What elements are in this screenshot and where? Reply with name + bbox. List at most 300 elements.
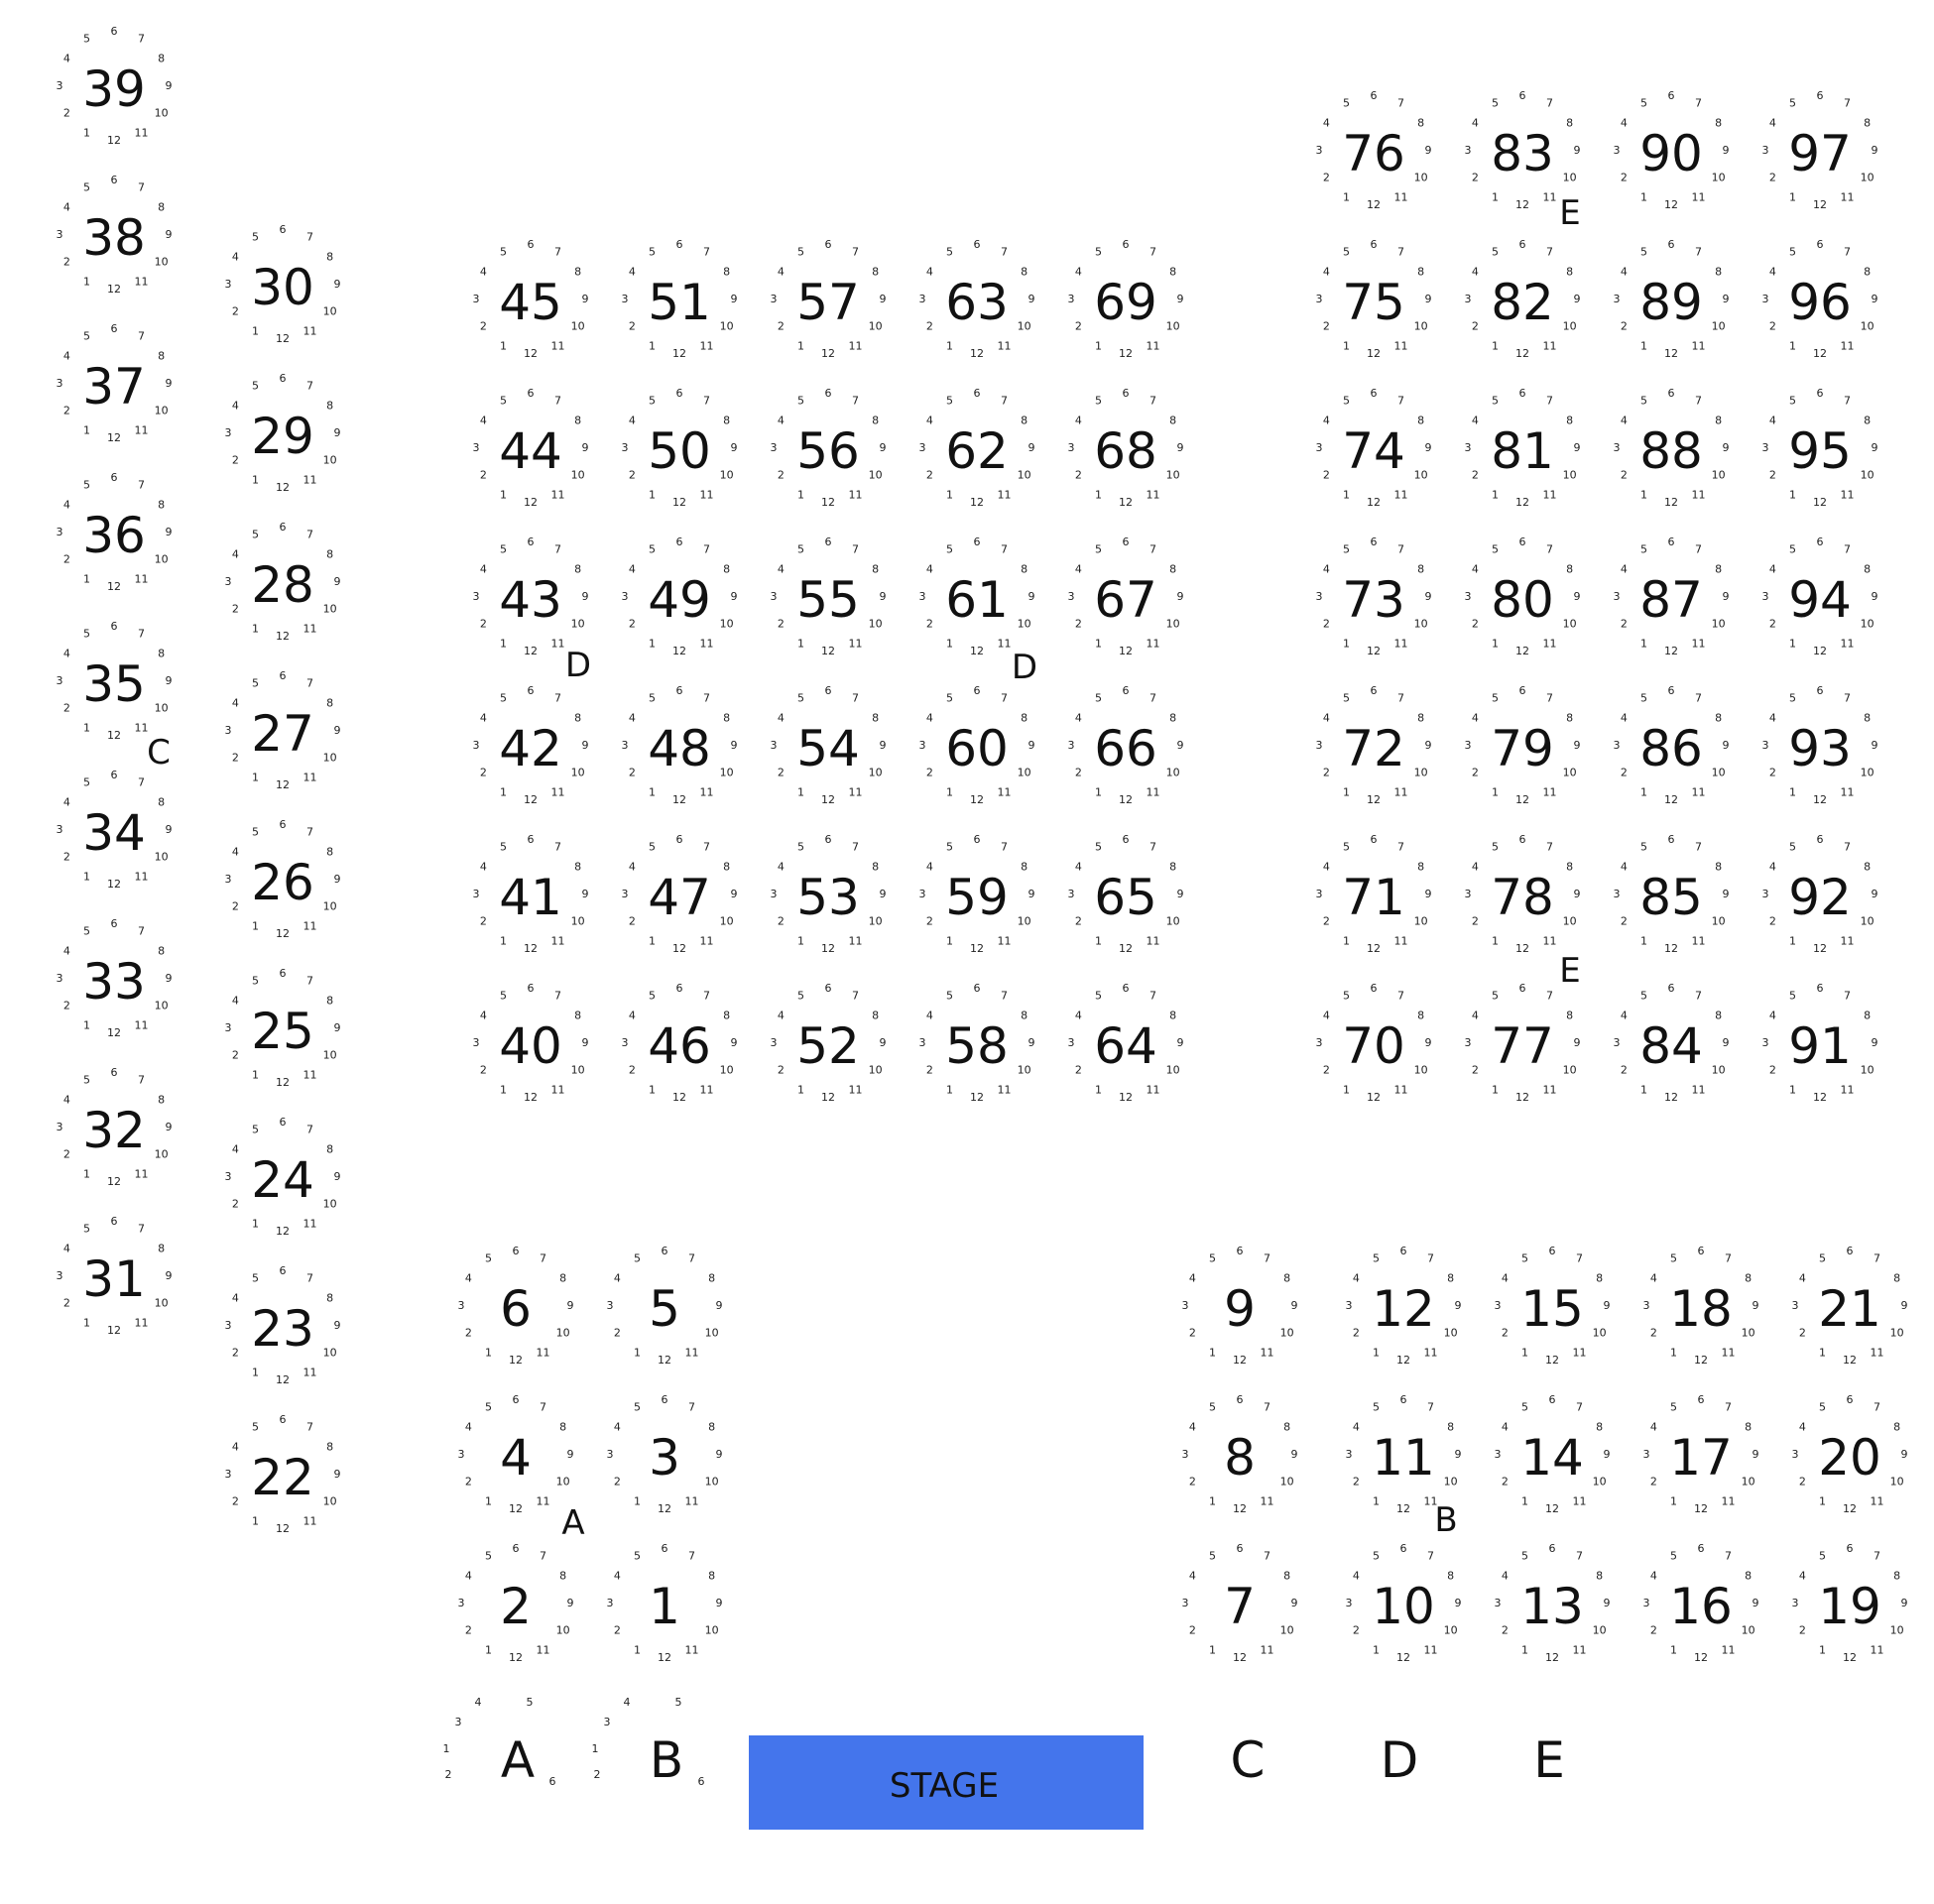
seat-number: 2	[1322, 171, 1330, 184]
seat-number: 4	[231, 1440, 239, 1454]
seat-number: 9	[1722, 590, 1730, 603]
seat-number: 5	[1209, 1251, 1216, 1265]
table-29[interactable]	[225, 372, 341, 494]
seat-number: 11	[1691, 339, 1706, 353]
seat-number: 7	[138, 1222, 145, 1236]
seat-number: 5	[252, 1271, 259, 1285]
seat-number: 4	[777, 860, 785, 874]
seat-number: 9	[333, 1468, 341, 1481]
table-55[interactable]	[771, 536, 887, 657]
seat-number: 4	[1471, 265, 1479, 279]
seat-number: 6	[1236, 1245, 1244, 1257]
table-97[interactable]	[1762, 89, 1878, 211]
table-73[interactable]	[1316, 536, 1432, 657]
seat-number: 6	[675, 833, 683, 846]
seat-number: 7	[306, 528, 313, 541]
table-51[interactable]	[622, 238, 738, 360]
table-91[interactable]	[1762, 982, 1878, 1104]
table-48[interactable]	[622, 684, 738, 806]
seat-number: 3	[56, 228, 63, 241]
seat-number: 10	[322, 899, 337, 913]
seat-number: 2	[925, 319, 933, 333]
seat-number: 11	[997, 488, 1012, 502]
seat-number: 1	[485, 1643, 492, 1657]
table-number: 52	[796, 1017, 860, 1075]
seat-number: 6	[1667, 833, 1675, 846]
seat-number: 10	[555, 1326, 570, 1340]
table-35[interactable]	[57, 620, 173, 742]
table-92[interactable]	[1762, 833, 1878, 955]
seat-number: 11	[134, 870, 149, 884]
table-95[interactable]	[1762, 387, 1878, 509]
seat-number: 6	[1236, 1393, 1244, 1406]
seat-number: 7	[138, 478, 145, 492]
seat-number: 7	[1695, 989, 1702, 1003]
table-88[interactable]	[1614, 387, 1730, 509]
table-68[interactable]	[1068, 387, 1184, 509]
seat-number: 2	[1501, 1475, 1509, 1488]
seat-number: 12	[1694, 1651, 1708, 1664]
seat-number: 7	[554, 989, 561, 1003]
table-11[interactable]	[1346, 1393, 1462, 1515]
seat-number: 4	[925, 1009, 933, 1022]
table-number: 53	[796, 869, 860, 926]
table-4[interactable]	[458, 1393, 574, 1515]
seat-number: 1	[485, 1346, 492, 1360]
seat-number: 2	[479, 468, 487, 482]
seat-number: 5	[1343, 245, 1350, 259]
seat-number: 6	[973, 387, 981, 400]
seat-number: 10	[1711, 319, 1726, 333]
table-93[interactable]	[1762, 684, 1878, 806]
seat-number: 1	[83, 870, 90, 884]
table-46[interactable]	[622, 982, 738, 1104]
seat-number: 5	[1492, 245, 1499, 259]
seat-number: 9	[1424, 441, 1432, 454]
seat-number: 3	[918, 293, 926, 305]
table-33[interactable]	[57, 917, 173, 1039]
table-41[interactable]	[473, 833, 589, 955]
seat-number: 7	[1264, 1251, 1270, 1265]
table-53[interactable]	[771, 833, 887, 955]
table-66[interactable]	[1068, 684, 1184, 806]
seat-number: 7	[138, 924, 145, 938]
table-78[interactable]	[1465, 833, 1581, 955]
table-23[interactable]	[225, 1264, 341, 1386]
table-74[interactable]	[1316, 387, 1432, 509]
seat-number: 1	[1373, 1494, 1380, 1508]
seat-number: 10	[154, 850, 169, 864]
table-84[interactable]	[1614, 982, 1730, 1104]
table-16[interactable]	[1643, 1542, 1759, 1664]
table-37[interactable]	[57, 322, 173, 444]
table-number: 25	[251, 1003, 314, 1060]
seat-number: 6	[1548, 1393, 1556, 1406]
seat-number: 11	[1146, 785, 1160, 799]
seat-number: 5	[485, 1251, 492, 1265]
seat-number: 3	[224, 1468, 232, 1481]
seat-number: 3	[56, 1269, 63, 1282]
table-59[interactable]	[919, 833, 1035, 955]
section-label: B	[1434, 1500, 1458, 1540]
table-47[interactable]	[622, 833, 738, 955]
seat-number: 4	[1768, 116, 1776, 130]
table-15[interactable]	[1495, 1245, 1611, 1367]
seat-number: 6	[1846, 1245, 1854, 1257]
seat-number: 6	[279, 372, 287, 385]
seat-number: 3	[1613, 888, 1621, 900]
seat-number: 8	[1417, 1009, 1425, 1022]
seat-number: 12	[524, 793, 538, 806]
table-6[interactable]	[458, 1245, 574, 1367]
seat-number: 3	[1494, 1299, 1502, 1312]
table-12[interactable]	[1346, 1245, 1462, 1367]
seat-number: 2	[1188, 1623, 1196, 1637]
seat-number: 12	[1813, 645, 1827, 657]
seat-number: 11	[1691, 1083, 1706, 1097]
seat-number: 11	[1146, 637, 1160, 651]
table-67[interactable]	[1068, 536, 1184, 657]
table-number: 34	[82, 804, 146, 862]
seat-number: 1	[591, 1742, 599, 1755]
table-1[interactable]	[607, 1542, 723, 1664]
table-75[interactable]	[1316, 238, 1432, 360]
seat-number: 11	[1870, 1494, 1884, 1508]
seat-number: 9	[1573, 1036, 1581, 1049]
seat-number: 7	[1695, 96, 1702, 110]
seat-number: 10	[1443, 1623, 1458, 1637]
seat-number: 3	[1345, 1299, 1353, 1312]
table-9[interactable]	[1182, 1245, 1298, 1367]
table-50[interactable]	[622, 387, 738, 509]
seat-number: 1	[634, 1494, 641, 1508]
table-8[interactable]	[1182, 1393, 1298, 1515]
seat-number: 9	[1424, 888, 1432, 900]
seat-number: 2	[777, 766, 785, 779]
table-36[interactable]	[57, 471, 173, 593]
table-54[interactable]	[771, 684, 887, 806]
table-90[interactable]	[1614, 89, 1730, 211]
table-24[interactable]	[225, 1116, 341, 1238]
table-number: 57	[796, 274, 860, 331]
section-label: E	[1559, 193, 1581, 233]
table-43[interactable]	[473, 536, 589, 657]
table-38[interactable]	[57, 174, 173, 296]
seat-number: 6	[279, 967, 287, 980]
seat-number: 5	[252, 1420, 259, 1434]
table-number: 91	[1788, 1017, 1852, 1075]
seat-number: 7	[688, 1549, 695, 1563]
seat-number: 4	[231, 1142, 239, 1156]
seat-number: 10	[154, 1147, 169, 1161]
seat-number: 3	[1613, 739, 1621, 752]
seat-number: 4	[62, 1242, 70, 1255]
seat-number: 5	[83, 32, 90, 46]
table-31[interactable]	[57, 1215, 173, 1337]
seat-number: 6	[661, 1393, 668, 1406]
table-7[interactable]	[1182, 1542, 1298, 1664]
seat-number: 5	[1343, 542, 1350, 556]
seat-number: 4	[1620, 116, 1628, 130]
table-42[interactable]	[473, 684, 589, 806]
seat-number: 8	[872, 711, 880, 725]
seat-number: 12	[524, 1091, 538, 1104]
seat-number: 4	[1074, 860, 1082, 874]
table-85[interactable]	[1614, 833, 1730, 955]
seat-number: 5	[649, 542, 656, 556]
seat-number: 10	[1592, 1326, 1607, 1340]
table-10[interactable]	[1346, 1542, 1462, 1664]
seat-number: 8	[1417, 562, 1425, 576]
seat-number: 7	[1844, 394, 1851, 408]
table-70[interactable]	[1316, 982, 1432, 1104]
table-77[interactable]	[1465, 982, 1581, 1104]
seat-number: 3	[1315, 888, 1323, 900]
seat-number: 10	[1165, 319, 1180, 333]
seat-number: 7	[138, 32, 145, 46]
table-39[interactable]	[57, 25, 173, 147]
seat-number: 1	[1670, 1494, 1677, 1508]
seat-number: 2	[1501, 1326, 1509, 1340]
table-13[interactable]	[1495, 1542, 1611, 1664]
seat-number: 10	[154, 404, 169, 417]
seat-number: 6	[661, 1542, 668, 1555]
table-number: 92	[1788, 869, 1852, 926]
seat-number: 3	[472, 441, 480, 454]
table-89[interactable]	[1614, 238, 1730, 360]
seat-number: 11	[536, 1643, 550, 1657]
seat-number: 3	[224, 1319, 232, 1332]
table-81[interactable]	[1465, 387, 1581, 509]
seat-number: 10	[322, 1197, 337, 1211]
seat-number: 6	[110, 174, 118, 186]
table-60[interactable]	[919, 684, 1035, 806]
seat-number: 3	[457, 1299, 465, 1312]
seat-number: 11	[848, 339, 863, 353]
seat-number: 10	[1413, 468, 1428, 482]
seat-number: 1	[1492, 785, 1499, 799]
seat-number: 9	[165, 823, 173, 836]
table-number: 31	[82, 1250, 146, 1308]
seat-number: 5	[649, 989, 656, 1003]
table-17[interactable]	[1643, 1393, 1759, 1515]
seat-number: 1	[83, 721, 90, 735]
table-58[interactable]	[919, 982, 1035, 1104]
table-number: 3	[649, 1429, 680, 1487]
seat-number: 6	[279, 1116, 287, 1129]
seat-number: 12	[1694, 1502, 1708, 1515]
table-30[interactable]	[225, 223, 341, 345]
seat-number: 2	[231, 1494, 239, 1508]
seat-number: 2	[1471, 617, 1479, 631]
seat-number: 4	[231, 696, 239, 710]
seat-number: 5	[252, 676, 259, 690]
seat-number: 4	[1322, 562, 1330, 576]
table-28[interactable]	[225, 521, 341, 643]
seat-number: 5	[1343, 691, 1350, 705]
seat-number: 12	[1843, 1502, 1857, 1515]
seat-number: 9	[879, 1036, 887, 1049]
table-69[interactable]	[1068, 238, 1184, 360]
table-number: 40	[499, 1017, 562, 1075]
seat-number: 5	[1373, 1549, 1380, 1563]
table-76[interactable]	[1316, 89, 1432, 211]
seat-number: 11	[1423, 1494, 1438, 1508]
seat-number: 1	[1343, 934, 1350, 948]
table-61[interactable]	[919, 536, 1035, 657]
table-64[interactable]	[1068, 982, 1184, 1104]
seat-number: 7	[554, 245, 561, 259]
seat-number: 5	[1209, 1549, 1216, 1563]
seat-number: 2	[1768, 319, 1776, 333]
seat-number: 11	[997, 637, 1012, 651]
table-number: 48	[648, 720, 711, 777]
seat-number: 11	[997, 1083, 1012, 1097]
seat-number: 3	[56, 674, 63, 687]
seat-number: 4	[464, 1569, 472, 1583]
table-65[interactable]	[1068, 833, 1184, 955]
table-79[interactable]	[1465, 684, 1581, 806]
seat-number: 8	[326, 696, 334, 710]
table-20[interactable]	[1792, 1393, 1908, 1515]
seat-number: 8	[1283, 1271, 1291, 1285]
table-87[interactable]	[1614, 536, 1730, 657]
seat-number: 11	[1393, 785, 1408, 799]
seat-number: 10	[322, 304, 337, 318]
table-49[interactable]	[622, 536, 738, 657]
table-27[interactable]	[225, 669, 341, 791]
seat-number: 8	[326, 1142, 334, 1156]
table-52[interactable]	[771, 982, 887, 1104]
seat-number: 8	[872, 265, 880, 279]
seat-number: 11	[550, 488, 565, 502]
table-3[interactable]	[607, 1393, 723, 1515]
table-94[interactable]	[1762, 536, 1878, 657]
seat-number: 3	[472, 293, 480, 305]
table-34[interactable]	[57, 769, 173, 891]
seat-number: 6	[1518, 89, 1526, 102]
seat-number: 12	[1367, 347, 1381, 360]
seat-number: 3	[1067, 739, 1075, 752]
seat-number: 12	[1396, 1502, 1410, 1515]
seat-number: 4	[231, 845, 239, 859]
seat-number: 7	[1264, 1400, 1270, 1414]
seat-number: 2	[1649, 1623, 1657, 1637]
table-32[interactable]	[57, 1066, 173, 1188]
seat-number: 2	[1074, 914, 1082, 928]
seat-number: 11	[1840, 785, 1855, 799]
seat-number: 9	[1027, 590, 1035, 603]
seat-number: 11	[1423, 1346, 1438, 1360]
seat-number: 9	[1573, 888, 1581, 900]
seat-number: 7	[1725, 1251, 1732, 1265]
table-45[interactable]	[473, 238, 589, 360]
table-62[interactable]	[919, 387, 1035, 509]
table-44[interactable]	[473, 387, 589, 509]
seat-number: 6	[1816, 238, 1824, 251]
seat-number: 5	[946, 989, 953, 1003]
table-71[interactable]	[1316, 833, 1432, 955]
seat-number: 1	[1789, 190, 1796, 204]
seat-number: 10	[868, 468, 883, 482]
table-26[interactable]	[225, 818, 341, 940]
table-56[interactable]	[771, 387, 887, 509]
seat-number: 5	[83, 627, 90, 641]
seat-number: 7	[1725, 1400, 1732, 1414]
seat-number: 11	[1393, 637, 1408, 651]
seat-number: 6	[1816, 684, 1824, 697]
seat-number: 9	[1722, 739, 1730, 752]
seat-number: 7	[852, 394, 859, 408]
table-96[interactable]	[1762, 238, 1878, 360]
table-number: 83	[1491, 125, 1554, 182]
seat-number: 2	[777, 468, 785, 482]
seat-number: 3	[56, 377, 63, 390]
seat-number: 1	[83, 1018, 90, 1032]
seat-number: 5	[1789, 542, 1796, 556]
seat-number: 2	[464, 1326, 472, 1340]
table-25[interactable]	[225, 967, 341, 1089]
table-80[interactable]	[1465, 536, 1581, 657]
seat-number: 3	[56, 972, 63, 985]
seat-number: 5	[1492, 989, 1499, 1003]
seat-number: 5	[1640, 691, 1647, 705]
seat-number: 2	[613, 1623, 621, 1637]
seat-number: 4	[925, 562, 933, 576]
table-14[interactable]	[1495, 1393, 1611, 1515]
seat-number: 5	[1789, 245, 1796, 259]
table-19[interactable]	[1792, 1542, 1908, 1664]
seat-number: 3	[1761, 739, 1769, 752]
table-57[interactable]	[771, 238, 887, 360]
seat-number: 7	[1695, 691, 1702, 705]
seat-number: 10	[1562, 617, 1577, 631]
table-86[interactable]	[1614, 684, 1730, 806]
seat-number: 7	[1695, 245, 1702, 259]
table-2[interactable]	[458, 1542, 574, 1664]
table-number: 17	[1669, 1429, 1733, 1487]
table-63[interactable]	[919, 238, 1035, 360]
seat-number: 11	[684, 1643, 699, 1657]
table-40[interactable]	[473, 982, 589, 1104]
seat-number: 10	[322, 1048, 337, 1062]
legend-table-c	[1231, 1731, 1266, 1789]
seat-number: 10	[719, 766, 734, 779]
table-82[interactable]	[1465, 238, 1581, 360]
table-18[interactable]	[1643, 1245, 1759, 1367]
seat-number: 5	[485, 1549, 492, 1563]
seat-number: 5	[946, 542, 953, 556]
seat-number: 12	[1119, 793, 1133, 806]
seat-number: 10	[555, 1475, 570, 1488]
seat-number: 5	[1640, 840, 1647, 854]
seat-number: 10	[322, 453, 337, 467]
seat-number: 12	[1813, 198, 1827, 211]
table-22[interactable]	[225, 1413, 341, 1535]
table-5[interactable]	[607, 1245, 723, 1367]
seat-number: 11	[848, 934, 863, 948]
table-number: 67	[1094, 571, 1157, 629]
table-21[interactable]	[1792, 1245, 1908, 1367]
seat-number: 5	[1789, 96, 1796, 110]
seat-number: 5	[797, 542, 804, 556]
seat-number: 5	[1095, 691, 1102, 705]
table-72[interactable]	[1316, 684, 1432, 806]
seat-number: 11	[1146, 934, 1160, 948]
seat-number: 7	[703, 245, 710, 259]
seat-number: 3	[1464, 441, 1472, 454]
seat-number: 4	[231, 994, 239, 1008]
